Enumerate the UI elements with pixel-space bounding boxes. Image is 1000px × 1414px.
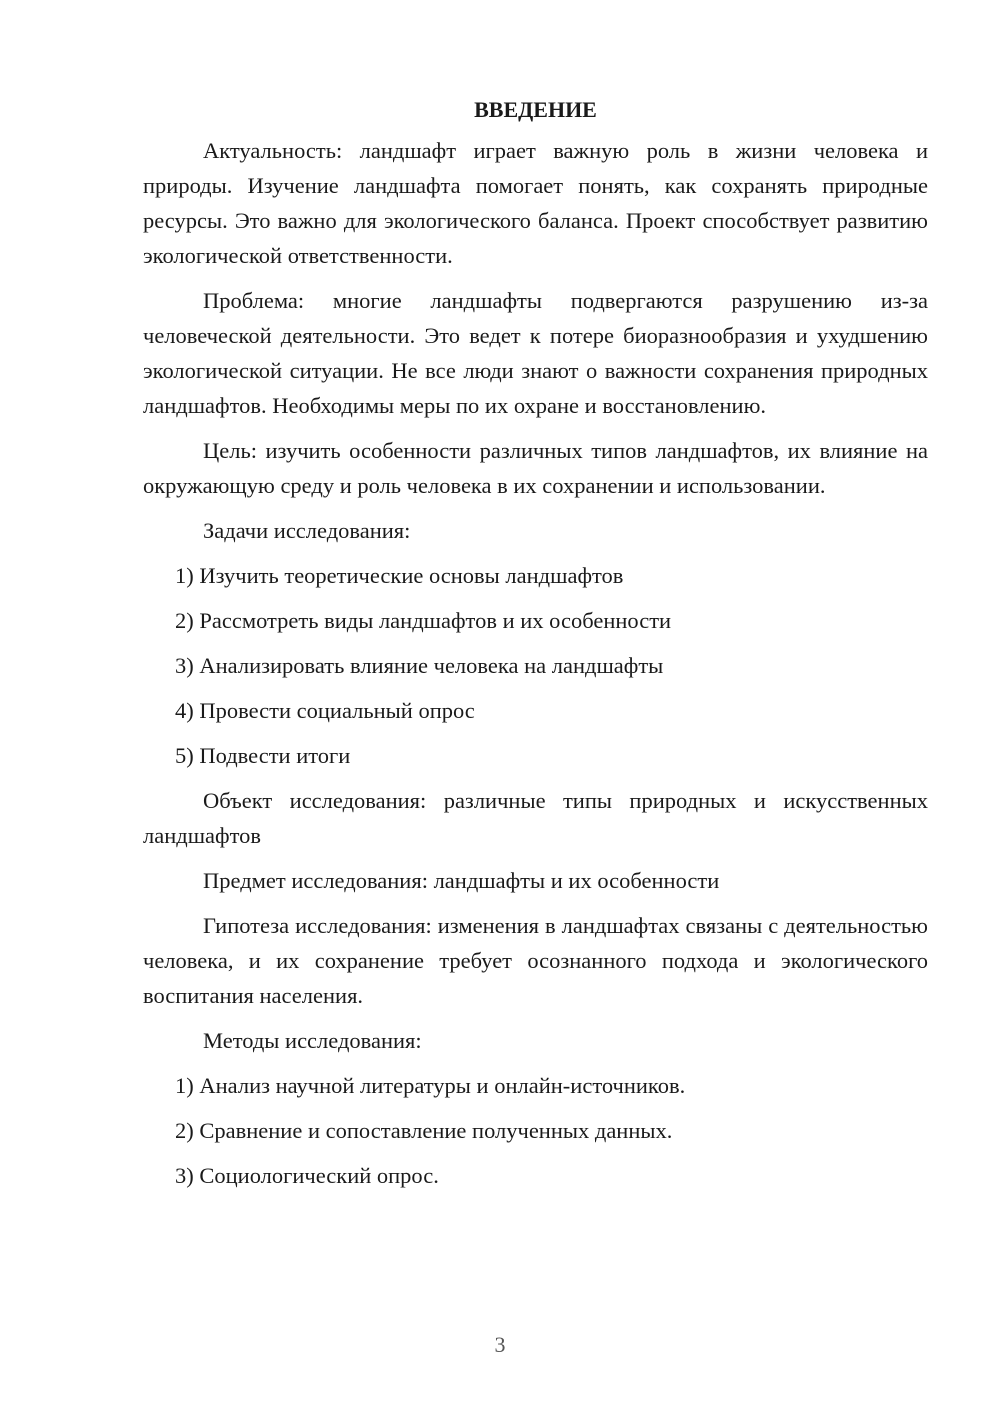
method-item: 2) Сравнение и сопоставление полученных данных. bbox=[175, 1118, 673, 1143]
object-paragraph: Объект исследования: различные типы природных и искусственных ландшафтов bbox=[143, 788, 928, 848]
goal-paragraph: Цель: изучить особенности различных типов ландшафтов, их влияние на окружающую среду и роль человека в их сохранении и использовании. bbox=[143, 438, 928, 498]
hypothesis-paragraph: Гипотеза исследования: изменения в ландшафтах связаны с деятельностью человека, и их сохранение требует осознанного подхода и экологического воспитания населения. bbox=[143, 913, 928, 1008]
document-page bbox=[143, 92, 928, 1203]
method-item: 1) Анализ научной литературы и онлайн-источников. bbox=[175, 1073, 686, 1098]
problem-paragraph: Проблема: многие ландшафты подвергаются разрушению из-за человеческой деятельности. Это ведет к потере биоразнообразия и ухудшению экологической ситуации. Не все люди знают о важности сохранения природных ландшафтов. Необходимы меры по их охране и восстановлению. bbox=[143, 288, 928, 418]
tasks-heading: Задачи исследования: bbox=[203, 518, 411, 543]
subject-paragraph: Предмет исследования: ландшафты и их особенности bbox=[203, 868, 720, 893]
task-item: 2) Рассмотреть виды ландшафтов и их особенности bbox=[175, 608, 672, 633]
methods-heading: Методы исследования: bbox=[203, 1028, 422, 1053]
method-item: 3) Социологический опрос. bbox=[175, 1163, 439, 1188]
task-item: 4) Провести социальный опрос bbox=[175, 698, 475, 723]
task-item: 1) Изучить теоретические основы ландшафтов bbox=[175, 563, 624, 588]
page-number: 3 bbox=[494, 1332, 506, 1357]
relevance-paragraph: Актуальность: ландшафт играет важную роль в жизни человека и природы. Изучение ландшафта помогает понять, как сохранять природные ресурсы. Это важно для экологического баланса. Проект способствует развитию экологической ответственности. bbox=[143, 138, 928, 268]
page-title: ВВЕДЕНИЕ bbox=[474, 97, 597, 122]
task-item: 5) Подвести итоги bbox=[175, 743, 351, 768]
task-item: 3) Анализировать влияние человека на ландшафты bbox=[175, 653, 664, 678]
